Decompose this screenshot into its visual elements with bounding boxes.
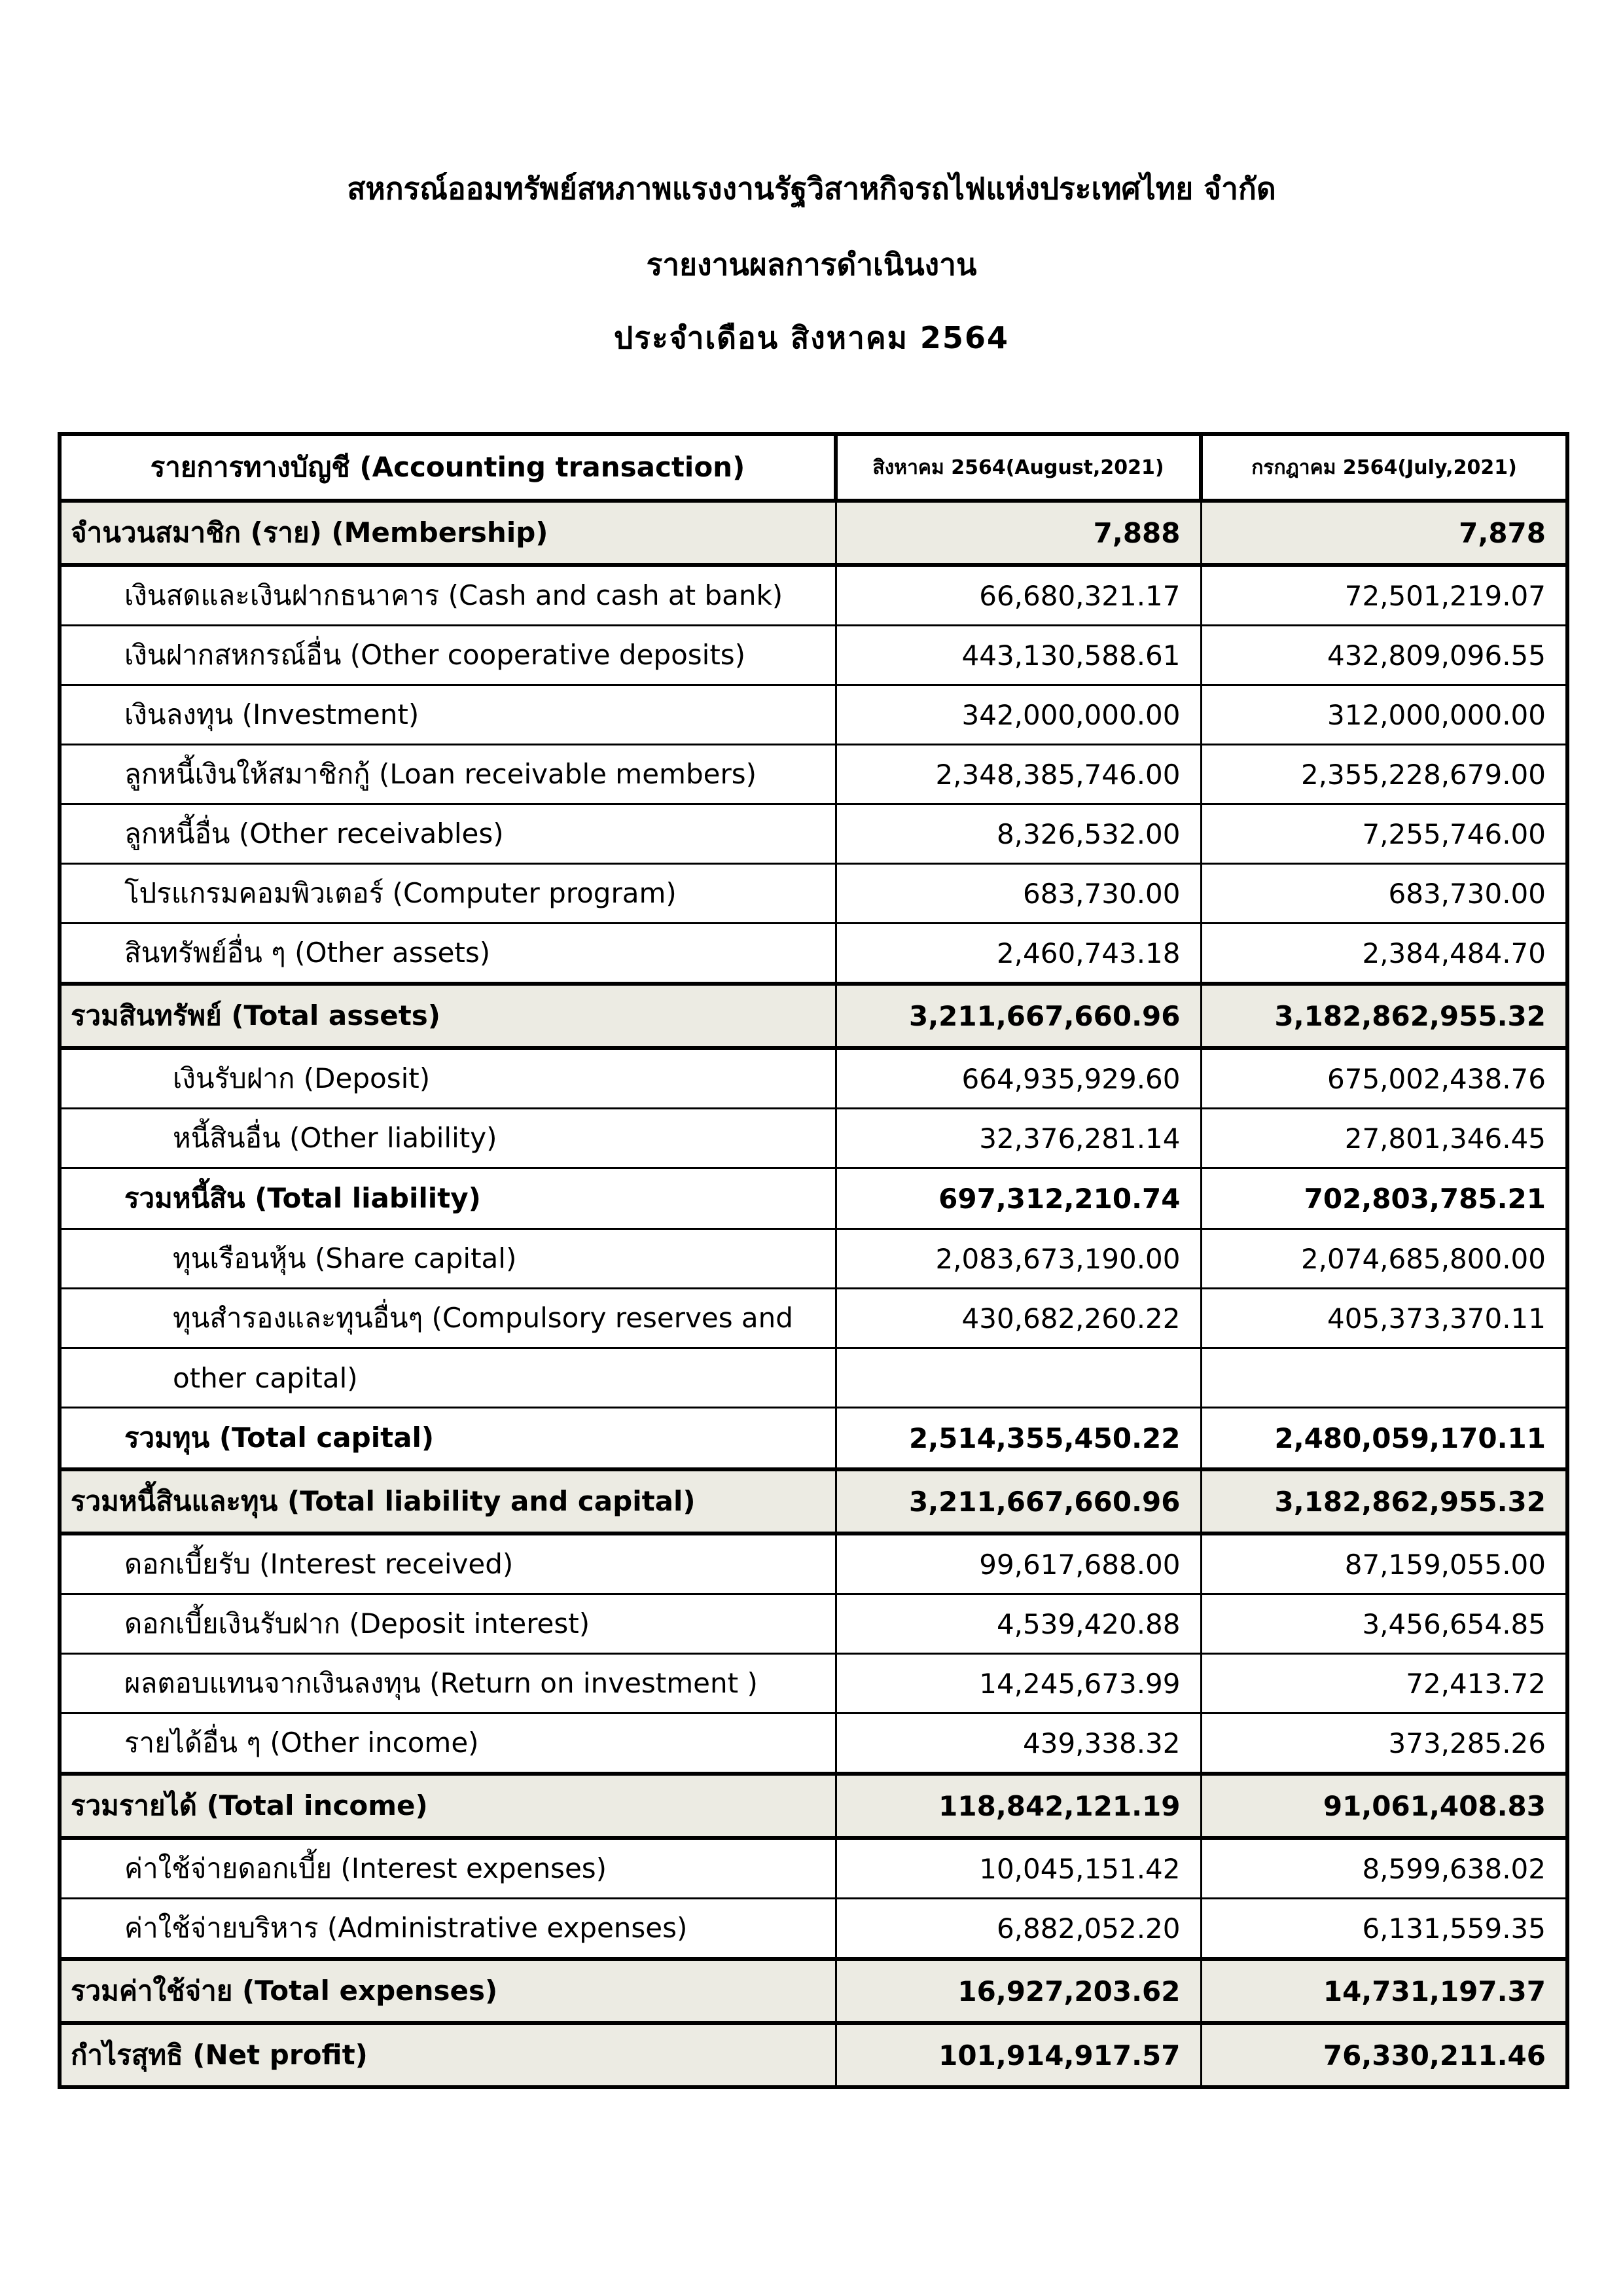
membership-row <box>60 501 1567 565</box>
report-period: ประจำเดือน สิงหาคม 2564 <box>614 320 1009 355</box>
august-value: 16,927,203.62 <box>836 1959 1201 2023</box>
july-value: 405,373,370.11 <box>1201 1289 1567 1348</box>
august-value: 32,376,281.14 <box>836 1109 1201 1168</box>
row-label: รวมหนี้สินและทุน (Total liability and capital) <box>60 1469 836 1534</box>
july-value: 6,131,559.35 <box>1201 1899 1567 1960</box>
august-value: 2,083,673,190.00 <box>836 1229 1201 1289</box>
row-label: เงินลงทุน (Investment) <box>60 685 836 745</box>
other-receivables-row <box>60 804 1567 864</box>
july-value: 76,330,211.46 <box>1201 2023 1567 2087</box>
august-value: 697,312,210.74 <box>836 1168 1201 1229</box>
july-value: 2,355,228,679.00 <box>1201 745 1567 804</box>
august-value: 430,682,260.22 <box>836 1289 1201 1348</box>
other-coop-deposits-row <box>60 626 1567 685</box>
august-value: 3,211,667,660.96 <box>836 1469 1201 1534</box>
august-value: 99,617,688.00 <box>836 1534 1201 1594</box>
july-value: 72,413.72 <box>1201 1654 1567 1713</box>
july-value: 2,384,484.70 <box>1201 924 1567 984</box>
total-income-row <box>60 1774 1567 1838</box>
cash-row <box>60 565 1567 626</box>
july-value: 27,801,346.45 <box>1201 1109 1567 1168</box>
computer-program-row <box>60 864 1567 924</box>
july-value: 2,074,685,800.00 <box>1201 1229 1567 1289</box>
row-label: หนี้สินอื่น (Other liability) <box>60 1109 836 1168</box>
july-value: 683,730.00 <box>1201 864 1567 924</box>
administrative-expenses-row <box>60 1899 1567 1960</box>
other-income-row <box>60 1713 1567 1774</box>
organization-name: สหกรณ์ออมทรัพย์สหภาพแรงงานรัฐวิสาหกิจรถไฟแห่งประเทศไทย จำกัด <box>347 171 1276 206</box>
july-value: 373,285.26 <box>1201 1713 1567 1774</box>
august-value: 118,842,121.19 <box>836 1774 1201 1838</box>
august-value: 342,000,000.00 <box>836 685 1201 745</box>
august-value: 8,326,532.00 <box>836 804 1201 864</box>
loan-receivable-row <box>60 745 1567 804</box>
row-label: ค่าใช้จ่ายบริหาร (Administrative expenses) <box>60 1899 836 1960</box>
row-label: รวมทุน (Total capital) <box>60 1408 836 1470</box>
row-label: ทุนสำรองและทุนอื่นๆ (Compulsory reserves and <box>60 1289 836 1348</box>
deposit-row <box>60 1048 1567 1109</box>
july-value <box>1201 1348 1567 1408</box>
row-label: เงินฝากสหกรณ์อื่น (Other cooperative deposits) <box>60 626 836 685</box>
row-label: ดอกเบี้ยรับ (Interest received) <box>60 1534 836 1594</box>
financial-report-table <box>58 432 1569 2089</box>
row-label: รวมค่าใช้จ่าย (Total expenses) <box>60 1959 836 2023</box>
row-label: ลูกหนี้อื่น (Other receivables) <box>60 804 836 864</box>
header-july-2021: กรกฎาคม 2564(July,2021) <box>1201 434 1567 501</box>
return-on-investment-row <box>60 1654 1567 1713</box>
august-value: 6,882,052.20 <box>836 1899 1201 1960</box>
total-liability-row <box>60 1168 1567 1229</box>
july-value: 7,878 <box>1201 501 1567 565</box>
reserves-row <box>60 1289 1567 1348</box>
august-value: 664,935,929.60 <box>836 1048 1201 1109</box>
row-label: รายได้อื่น ๆ (Other income) <box>60 1713 836 1774</box>
row-label: เงินรับฝาก (Deposit) <box>60 1048 836 1109</box>
row-label: ทุนเรือนหุ้น (Share capital) <box>60 1229 836 1289</box>
august-value: 101,914,917.57 <box>836 2023 1201 2087</box>
july-value: 14,731,197.37 <box>1201 1959 1567 2023</box>
august-value: 7,888 <box>836 501 1201 565</box>
july-value: 7,255,746.00 <box>1201 804 1567 864</box>
header-accounting-transaction: รายการทางบัญชี (Accounting transaction) <box>60 434 836 501</box>
august-value: 66,680,321.17 <box>836 565 1201 626</box>
row-label: โปรแกรมคอมพิวเตอร์ (Computer program) <box>60 864 836 924</box>
row-label: เงินสดและเงินฝากธนาคาร (Cash and cash at bank) <box>60 565 836 626</box>
net-profit-row <box>60 2023 1567 2087</box>
total-capital-row <box>60 1408 1567 1470</box>
interest-expenses-row <box>60 1838 1567 1899</box>
july-value: 3,182,862,955.32 <box>1201 1469 1567 1534</box>
august-value: 439,338.32 <box>836 1713 1201 1774</box>
august-value: 2,514,355,450.22 <box>836 1408 1201 1470</box>
july-value: 87,159,055.00 <box>1201 1534 1567 1594</box>
share-capital-row <box>60 1229 1567 1289</box>
report-title: รายงานผลการดำเนินงาน <box>646 247 977 282</box>
august-value: 10,045,151.42 <box>836 1838 1201 1899</box>
other-liability-row <box>60 1109 1567 1168</box>
header-august-2021: สิงหาคม 2564(August,2021) <box>836 434 1201 501</box>
july-value: 312,000,000.00 <box>1201 685 1567 745</box>
row-label: ลูกหนี้เงินให้สมาชิกกู้ (Loan receivable members) <box>60 745 836 804</box>
interest-received-row <box>60 1534 1567 1594</box>
july-value: 91,061,408.83 <box>1201 1774 1567 1838</box>
row-label: กำไรสุทธิ (Net profit) <box>60 2023 836 2087</box>
august-value: 2,348,385,746.00 <box>836 745 1201 804</box>
july-value: 675,002,438.76 <box>1201 1048 1567 1109</box>
row-label: รวมสินทรัพย์ (Total assets) <box>60 984 836 1048</box>
row-label: สินทรัพย์อื่น ๆ (Other assets) <box>60 924 836 984</box>
row-label: จำนวนสมาชิก (ราย) (Membership) <box>60 501 836 565</box>
july-value: 3,456,654.85 <box>1201 1594 1567 1654</box>
row-label: other capital) <box>60 1348 836 1408</box>
row-label: ดอกเบี้ยเงินรับฝาก (Deposit interest) <box>60 1594 836 1654</box>
row-label: รวมรายได้ (Total income) <box>60 1774 836 1838</box>
deposit-interest-row <box>60 1594 1567 1654</box>
august-value: 2,460,743.18 <box>836 924 1201 984</box>
july-value: 702,803,785.21 <box>1201 1168 1567 1229</box>
august-value: 443,130,588.61 <box>836 626 1201 685</box>
table-header-row <box>60 434 1567 501</box>
other-assets-row <box>60 924 1567 984</box>
july-value: 72,501,219.07 <box>1201 565 1567 626</box>
total-assets-row <box>60 984 1567 1048</box>
august-value <box>836 1348 1201 1408</box>
july-value: 8,599,638.02 <box>1201 1838 1567 1899</box>
july-value: 3,182,862,955.32 <box>1201 984 1567 1048</box>
august-value: 14,245,673.99 <box>836 1654 1201 1713</box>
row-label: ค่าใช้จ่ายดอกเบี้ย (Interest expenses) <box>60 1838 836 1899</box>
total-expenses-row <box>60 1959 1567 2023</box>
july-value: 2,480,059,170.11 <box>1201 1408 1567 1470</box>
row-label: ผลตอบแทนจากเงินลงทุน (Return on investment ) <box>60 1654 836 1713</box>
reserves-continuation-row <box>60 1348 1567 1408</box>
august-value: 683,730.00 <box>836 864 1201 924</box>
july-value: 432,809,096.55 <box>1201 626 1567 685</box>
investment-row <box>60 685 1567 745</box>
total-liability-and-capital-row <box>60 1469 1567 1534</box>
august-value: 3,211,667,660.96 <box>836 984 1201 1048</box>
row-label: รวมหนี้สิน (Total liability) <box>60 1168 836 1229</box>
august-value: 4,539,420.88 <box>836 1594 1201 1654</box>
